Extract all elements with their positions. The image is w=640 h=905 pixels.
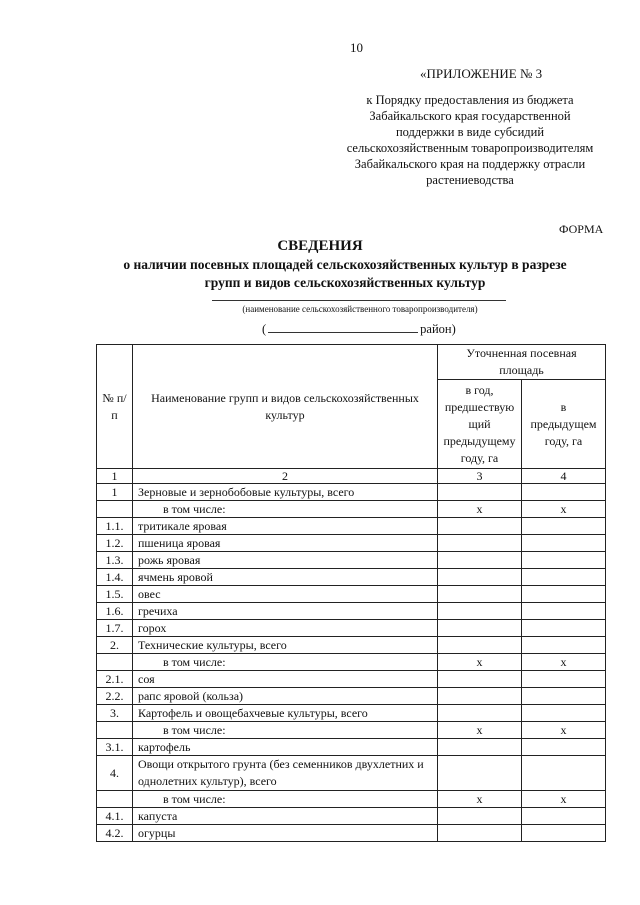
row-number: 3. <box>97 705 133 722</box>
table-row <box>97 791 606 808</box>
area-prev-year-cell[interactable] <box>522 586 606 603</box>
area-prev-year-cell[interactable] <box>522 808 606 825</box>
area-prev-prev-year-cell[interactable] <box>438 603 522 620</box>
row-number <box>97 501 133 518</box>
crop-name: в том числе: <box>133 722 438 739</box>
area-prev-prev-year-cell[interactable] <box>438 739 522 756</box>
table-row <box>97 586 606 603</box>
area-prev-year-cell[interactable] <box>522 518 606 535</box>
header-prev-year: в предыдущем году, га <box>522 380 606 469</box>
area-prev-year-cell[interactable] <box>522 620 606 637</box>
crop-name: Картофель и овощебахчевые культуры, всего <box>133 705 438 722</box>
crop-name: горох <box>133 620 438 637</box>
header-prev-prev-year: в год, предшествую щий предыдущему году, га <box>438 380 522 469</box>
row-number: 2. <box>97 637 133 654</box>
area-prev-year-cell[interactable] <box>522 671 606 688</box>
table-row <box>97 569 606 586</box>
row-number: 4.1. <box>97 808 133 825</box>
area-prev-prev-year-cell[interactable] <box>438 535 522 552</box>
row-number: 1.5. <box>97 586 133 603</box>
crop-name: тритикале яровая <box>133 518 438 535</box>
row-number: 1.7. <box>97 620 133 637</box>
crop-name: рожь яровая <box>133 552 438 569</box>
table-row <box>97 756 606 791</box>
col-number: 4 <box>522 469 606 484</box>
area-prev-year-cell[interactable] <box>522 705 606 722</box>
district-open-paren: ( <box>262 322 267 336</box>
table-row <box>97 518 606 535</box>
area-prev-prev-year-cell[interactable] <box>438 688 522 705</box>
area-prev-prev-year-cell[interactable] <box>438 637 522 654</box>
area-prev-prev-year-cell[interactable] <box>438 756 522 791</box>
area-prev-year-cell[interactable] <box>522 535 606 552</box>
row-number: 1.1. <box>97 518 133 535</box>
subtitle-line: о наличии посевных площадей сельскохозяйственных культур в разрезе <box>123 257 567 272</box>
crop-name: гречиха <box>133 603 438 620</box>
table-row <box>97 808 606 825</box>
table-row <box>97 620 606 637</box>
header-num: № п/п <box>97 345 133 469</box>
area-prev-prev-year-cell[interactable] <box>438 825 522 842</box>
area-prev-prev-year-cell[interactable]: х <box>438 654 522 671</box>
area-prev-year-cell[interactable]: х <box>522 501 606 518</box>
col-number: 3 <box>438 469 522 484</box>
col-number: 1 <box>97 469 133 484</box>
area-prev-year-cell[interactable] <box>522 552 606 569</box>
crop-name: в том числе: <box>133 654 438 671</box>
table-row <box>97 603 606 620</box>
area-prev-year-cell[interactable] <box>522 825 606 842</box>
area-prev-year-cell[interactable]: х <box>522 791 606 808</box>
area-prev-prev-year-cell[interactable] <box>438 518 522 535</box>
area-prev-prev-year-cell[interactable] <box>438 671 522 688</box>
area-prev-year-cell[interactable]: х <box>522 722 606 739</box>
producer-name-caption: (наименование сельскохозяйственного товаропроизводителя) <box>242 304 478 314</box>
row-number: 1.2. <box>97 535 133 552</box>
appendix-desc-line: Забайкальского края на поддержку отрасли <box>354 157 586 171</box>
table-row <box>97 552 606 569</box>
crop-name: капуста <box>133 808 438 825</box>
crop-name: картофель <box>133 739 438 756</box>
crop-name: рапс яровой (кольза) <box>133 688 438 705</box>
crop-name: овес <box>133 586 438 603</box>
area-prev-prev-year-cell[interactable] <box>438 620 522 637</box>
table-body <box>97 484 606 842</box>
table-row <box>97 484 606 501</box>
table-row <box>97 688 606 705</box>
row-number: 2.1. <box>97 671 133 688</box>
row-number: 1.4. <box>97 569 133 586</box>
area-prev-prev-year-cell[interactable] <box>438 808 522 825</box>
area-prev-prev-year-cell[interactable]: х <box>438 501 522 518</box>
district-suffix: район) <box>420 322 456 336</box>
crop-name: в том числе: <box>133 791 438 808</box>
area-prev-year-cell[interactable] <box>522 603 606 620</box>
area-prev-prev-year-cell[interactable] <box>438 484 522 501</box>
table-row <box>97 739 606 756</box>
crop-name: Технические культуры, всего <box>133 637 438 654</box>
row-number: 2.2. <box>97 688 133 705</box>
row-number <box>97 654 133 671</box>
area-prev-prev-year-cell[interactable] <box>438 586 522 603</box>
area-prev-prev-year-cell[interactable] <box>438 705 522 722</box>
row-number: 3.1. <box>97 739 133 756</box>
appendix-title: «ПРИЛОЖЕНИЕ № 3 <box>420 66 543 81</box>
table-row <box>97 671 606 688</box>
area-prev-prev-year-cell[interactable] <box>438 552 522 569</box>
table-row <box>97 705 606 722</box>
appendix-desc-line: сельскохозяйственным товаропроизводителям <box>346 141 594 155</box>
area-prev-year-cell[interactable] <box>522 484 606 501</box>
row-number: 1.3. <box>97 552 133 569</box>
appendix-desc-line: к Порядку предоставления из бюджета <box>366 93 574 107</box>
table-row <box>97 722 606 739</box>
appendix-description <box>345 92 595 188</box>
crop-name: ячмень яровой <box>133 569 438 586</box>
area-prev-year-cell[interactable] <box>522 688 606 705</box>
area-prev-year-cell[interactable] <box>522 739 606 756</box>
area-prev-prev-year-cell[interactable] <box>438 569 522 586</box>
area-prev-year-cell[interactable] <box>522 756 606 791</box>
row-number: 4. <box>97 756 133 791</box>
row-number <box>97 791 133 808</box>
producer-name-field-line[interactable] <box>212 300 506 301</box>
row-number: 4.2. <box>97 825 133 842</box>
appendix-desc-line: Забайкальского края государственной <box>369 109 571 123</box>
header-area-group: Уточненная посевная площадь <box>438 345 606 380</box>
crop-name: огурцы <box>133 825 438 842</box>
row-number: 1 <box>97 484 133 501</box>
form-label: ФОРМА <box>559 222 604 236</box>
header-name: Наименование групп и видов сельскохозяйственных культур <box>133 345 438 469</box>
district-field <box>262 322 456 337</box>
appendix-desc-line: поддержки в виде субсидий <box>395 125 545 139</box>
document-subtitle <box>80 256 610 292</box>
table-row <box>97 637 606 654</box>
crop-name: Зерновые и зернобобовые культуры, всего <box>133 484 438 501</box>
crop-name: пшеница яровая <box>133 535 438 552</box>
area-prev-year-cell[interactable]: х <box>522 654 606 671</box>
area-prev-year-cell[interactable] <box>522 569 606 586</box>
table-row <box>97 825 606 842</box>
row-number <box>97 722 133 739</box>
col-number: 2 <box>133 469 438 484</box>
crops-area-table <box>96 344 606 842</box>
area-prev-prev-year-cell[interactable]: х <box>438 722 522 739</box>
appendix-desc-line: растениеводства <box>426 173 514 187</box>
area-prev-prev-year-cell[interactable]: х <box>438 791 522 808</box>
district-blank-line[interactable] <box>268 322 418 333</box>
crop-name: Овощи открытого грунта (без семенников двухлетних и однолетних культур), всего <box>133 756 438 791</box>
page-number: 10 <box>350 40 363 55</box>
table-row <box>97 654 606 671</box>
document-title: СВЕДЕНИЯ <box>277 238 363 254</box>
row-number: 1.6. <box>97 603 133 620</box>
table-row <box>97 501 606 518</box>
subtitle-line: групп и видов сельскохозяйственных культур <box>204 275 486 290</box>
area-prev-year-cell[interactable] <box>522 637 606 654</box>
table-row <box>97 535 606 552</box>
crop-name: соя <box>133 671 438 688</box>
crop-name: в том числе: <box>133 501 438 518</box>
